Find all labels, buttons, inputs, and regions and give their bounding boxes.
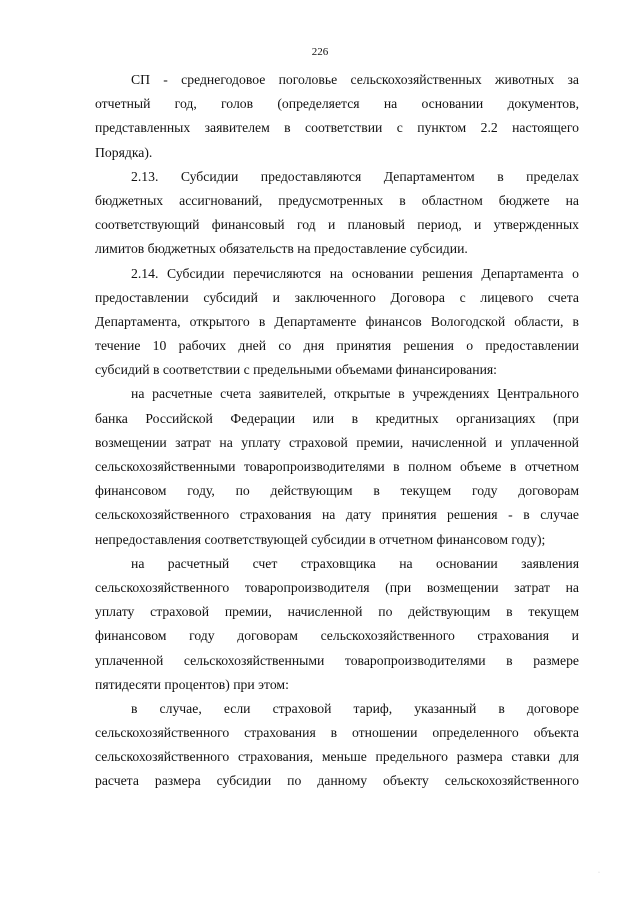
text-line: предоставлении субсидий и заключенного Договора с лицевого счета — [95, 289, 579, 305]
scan-mark: · — [598, 870, 600, 876]
text-line: отчетный год, голов (определяется на основании документов, — [95, 96, 579, 112]
text-line: СП - среднегодовое поголовье сельскохозяйственных животных за — [131, 72, 579, 87]
paragraph-tariff-case — [95, 697, 579, 794]
text-line: сельскохозяйственного страхования, меньше предельного размера ставки для — [95, 749, 579, 765]
text-line: пятидесяти процентов) при этом: — [95, 676, 289, 692]
text-line: сельскохозяйственного страхования на дату принятия решения - в случае — [95, 507, 579, 523]
text-line: Порядка). — [95, 144, 153, 160]
text-line: лимитов бюджетных обязательств на предоставление субсидии. — [95, 241, 468, 257]
text-line: расчета размера субсидии по данному объекту сельскохозяйственного — [95, 773, 579, 789]
text-line: уплату страховой премии, начисленной по действующим в текущем — [95, 604, 579, 620]
text-line: течение 10 рабочих дней со дня принятия решения о предоставлении — [95, 338, 579, 354]
text-line: финансовом году договорам сельскохозяйственного страхования и — [95, 628, 579, 644]
text-line: банка Российской Федерации или в кредитных организациях (при — [95, 410, 579, 426]
text-line: возмещении затрат на уплату страховой премии, начисленной и уплаченной — [95, 434, 579, 450]
paragraph-settlement-accounts — [95, 382, 579, 551]
text-line: 2.14. Субсидии перечисляются на основании решения Департамента о — [131, 265, 579, 281]
paragraph-sp-definition — [95, 68, 579, 165]
text-line: бюджетных ассигнований, предусмотренных в областном бюджете на — [95, 192, 579, 208]
text-line: непредоставления соответствующей субсидии в отчетном финансовом году); — [95, 531, 546, 547]
paragraph-insurer-account — [95, 552, 579, 697]
paragraph-2-14 — [95, 262, 579, 383]
page-number: 226 — [311, 46, 329, 58]
text-line: в случае, если страховой тариф, указанный в договоре — [131, 700, 579, 716]
text-line: сельскохозяйственного товаропроизводителя (при возмещении затрат на — [95, 579, 579, 595]
text-line: 2.13. Субсидии предоставляются Департаментом в пределах — [131, 168, 579, 184]
text-line: на расчетный счет страховщика на основании заявления — [131, 555, 579, 571]
text-line: Департамента, открытого в Департаменте финансов Вологодской области, в — [95, 313, 579, 329]
text-line: представленных заявителем в соответствии с пунктом 2.2 настоящего — [95, 120, 579, 136]
paragraph-2-13 — [95, 165, 579, 262]
text-line: сельскохозяйственного страхования в отношении определенного объекта — [95, 725, 579, 741]
document-body — [95, 68, 579, 794]
text-line: уплаченной сельскохозяйственными товаропроизводителями в размере — [95, 652, 579, 668]
text-line: сельскохозяйственными товаропроизводителями в полном объеме в отчетном — [95, 459, 579, 474]
text-line: соответствующий финансовый год и плановый период, и утвержденных — [95, 217, 579, 233]
text-line: субсидий в соответствии с предельными объемами финансирования: — [95, 362, 497, 378]
text-line: финансовом году, по действующим в текущем году договорам — [95, 483, 579, 499]
text-line: на расчетные счета заявителей, открытые в учреждениях Центрального — [131, 386, 579, 402]
